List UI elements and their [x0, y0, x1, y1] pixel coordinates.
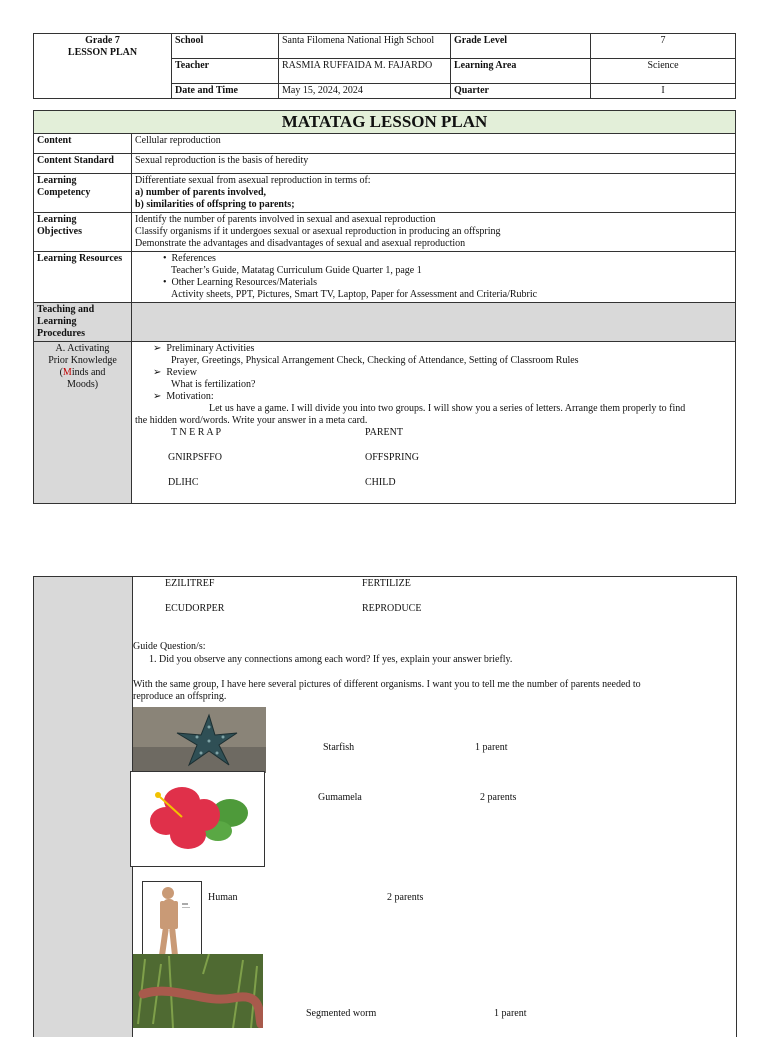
quarter-value: I: [591, 84, 736, 99]
competency-a: a) number of parents involved,: [135, 187, 267, 198]
header-table: [33, 33, 736, 99]
learning-area-label: Learning Area: [451, 59, 591, 84]
guide-question-1: 1. Did you observe any connections among each word? If yes, explain your answer briefly.: [149, 654, 513, 665]
procedures-label: Teaching and Learning Procedures: [34, 303, 132, 342]
standard-value: Sexual reproduction is the basis of heredity: [132, 154, 736, 174]
competency-label: Learning Competency: [34, 174, 132, 213]
grade-title: Grade 7: [85, 35, 120, 46]
answer-word: FERTILIZE: [362, 578, 411, 589]
teacher-value: RASMIA RUFFAIDA M. FAJARDO: [279, 59, 451, 84]
answer-word: OFFSPRING: [365, 452, 419, 463]
motivation-line2: the hidden word/words. Write your answer in a meta card.: [135, 415, 368, 426]
teacher-label: Teacher: [172, 59, 279, 84]
answer-word: CHILD: [365, 477, 396, 488]
resources-label: Learning Resources: [34, 252, 132, 303]
organism-name: Segmented worm: [306, 1008, 377, 1019]
scrambled-word: T N E R A P: [171, 427, 222, 438]
procedures-blank: [132, 303, 736, 342]
plan-table: [33, 110, 736, 504]
objective-2: Classify organisms if it undergoes sexual or asexual reproduction in producing an offspring: [135, 226, 501, 237]
resources-value: [132, 252, 736, 303]
activating-label: A. Activating Prior Knowledge (Minds and Moods): [34, 342, 132, 504]
scrambled-word: DLIHC: [168, 477, 199, 488]
word-list: [135, 427, 732, 502]
grade-level-label: Grade Level: [451, 34, 591, 59]
organism-parents: 1 parent: [494, 1008, 527, 1019]
content-label: Content: [34, 134, 132, 154]
page2-content: [133, 577, 736, 1037]
references-value: Teacher’s Guide, Matatag Curriculum Guide Quarter 1, page 1: [171, 265, 422, 276]
references-bullet: • References: [163, 253, 216, 264]
standard-label: Content Standard: [34, 154, 132, 174]
organism-name: Human: [208, 892, 238, 903]
scrambled-word: GNIRPSFFO: [168, 452, 222, 463]
activating-content: [132, 342, 736, 504]
scrambled-word: EZILITREF: [165, 578, 215, 589]
plan-title: MATATAG LESSON PLAN: [34, 111, 736, 134]
organism-parents: 2 parents: [387, 892, 424, 903]
objective-3: Demonstrate the advantages and disadvantages of sexual and asexual reproduction: [135, 238, 466, 249]
date-value: May 15, 2024, 2024: [279, 84, 451, 99]
worm-image: [133, 954, 263, 1028]
page2-table: [33, 576, 737, 1037]
other-bullet: • Other Learning Resources/Materials: [163, 277, 318, 288]
instruction-line2: reproduce an offspring.: [133, 691, 227, 702]
page2-grey-column: [34, 577, 133, 1037]
guide-label: Guide Question/s:: [133, 641, 206, 652]
plan-subtitle: LESSON PLAN: [67, 47, 138, 58]
grade-cell: [34, 34, 172, 99]
motivation-line1: Let us have a game. I will divide you into two groups. I will show you a series of letters. Arrange them properly to find: [209, 403, 686, 414]
objective-1: Identify the number of parents involved in sexual and asexual reproduction: [135, 214, 436, 225]
prelim-value: Prayer, Greetings, Physical Arrangement Check, Checking of Attendance, Setting of Classroom Rules: [171, 355, 579, 366]
quarter-label: Quarter: [451, 84, 591, 99]
answer-word: REPRODUCE: [362, 603, 422, 614]
organism-name: Gumamela: [318, 792, 362, 803]
learning-area-value: Science: [591, 59, 736, 84]
school-label: School: [172, 34, 279, 59]
answer-word: PARENT: [365, 427, 403, 438]
grade-level-value: 7: [591, 34, 736, 59]
review-value: What is fertilization?: [171, 379, 256, 390]
instruction-line1: With the same group, I have here several pictures of different organisms. I want you to tell me the number of parents needed to: [133, 679, 641, 690]
other-value: Activity sheets, PPT, Pictures, Smart TV, Laptop, Paper for Assessment and Criteria/Rubric: [171, 289, 538, 300]
objectives-label: Learning Objectives: [34, 213, 132, 252]
scrambled-word: ECUDORPER: [165, 603, 225, 614]
organism-parents: 2 parents: [480, 792, 517, 803]
organism-parents: 1 parent: [475, 742, 508, 753]
motivation-item: ➢ Motivation:: [153, 391, 214, 402]
school-value: Santa Filomena National High School: [279, 34, 451, 59]
competency-b: b) similarities of offspring to parents;: [135, 199, 295, 210]
review-item: ➢ Review: [153, 367, 197, 378]
prelim-item: ➢ Preliminary Activities: [153, 343, 255, 354]
organism-name: Starfish: [323, 742, 355, 753]
content-value: Cellular reproduction: [132, 134, 736, 154]
gumamela-image: [130, 771, 265, 867]
date-label: Date and Time: [172, 84, 279, 99]
objectives-value: [132, 213, 736, 252]
competency-value: Differentiate sexual from asexual reproduction in terms of: a) number of parents involved, b) similarities of offspring to parents;: [132, 174, 736, 213]
starfish-image: [133, 707, 266, 773]
